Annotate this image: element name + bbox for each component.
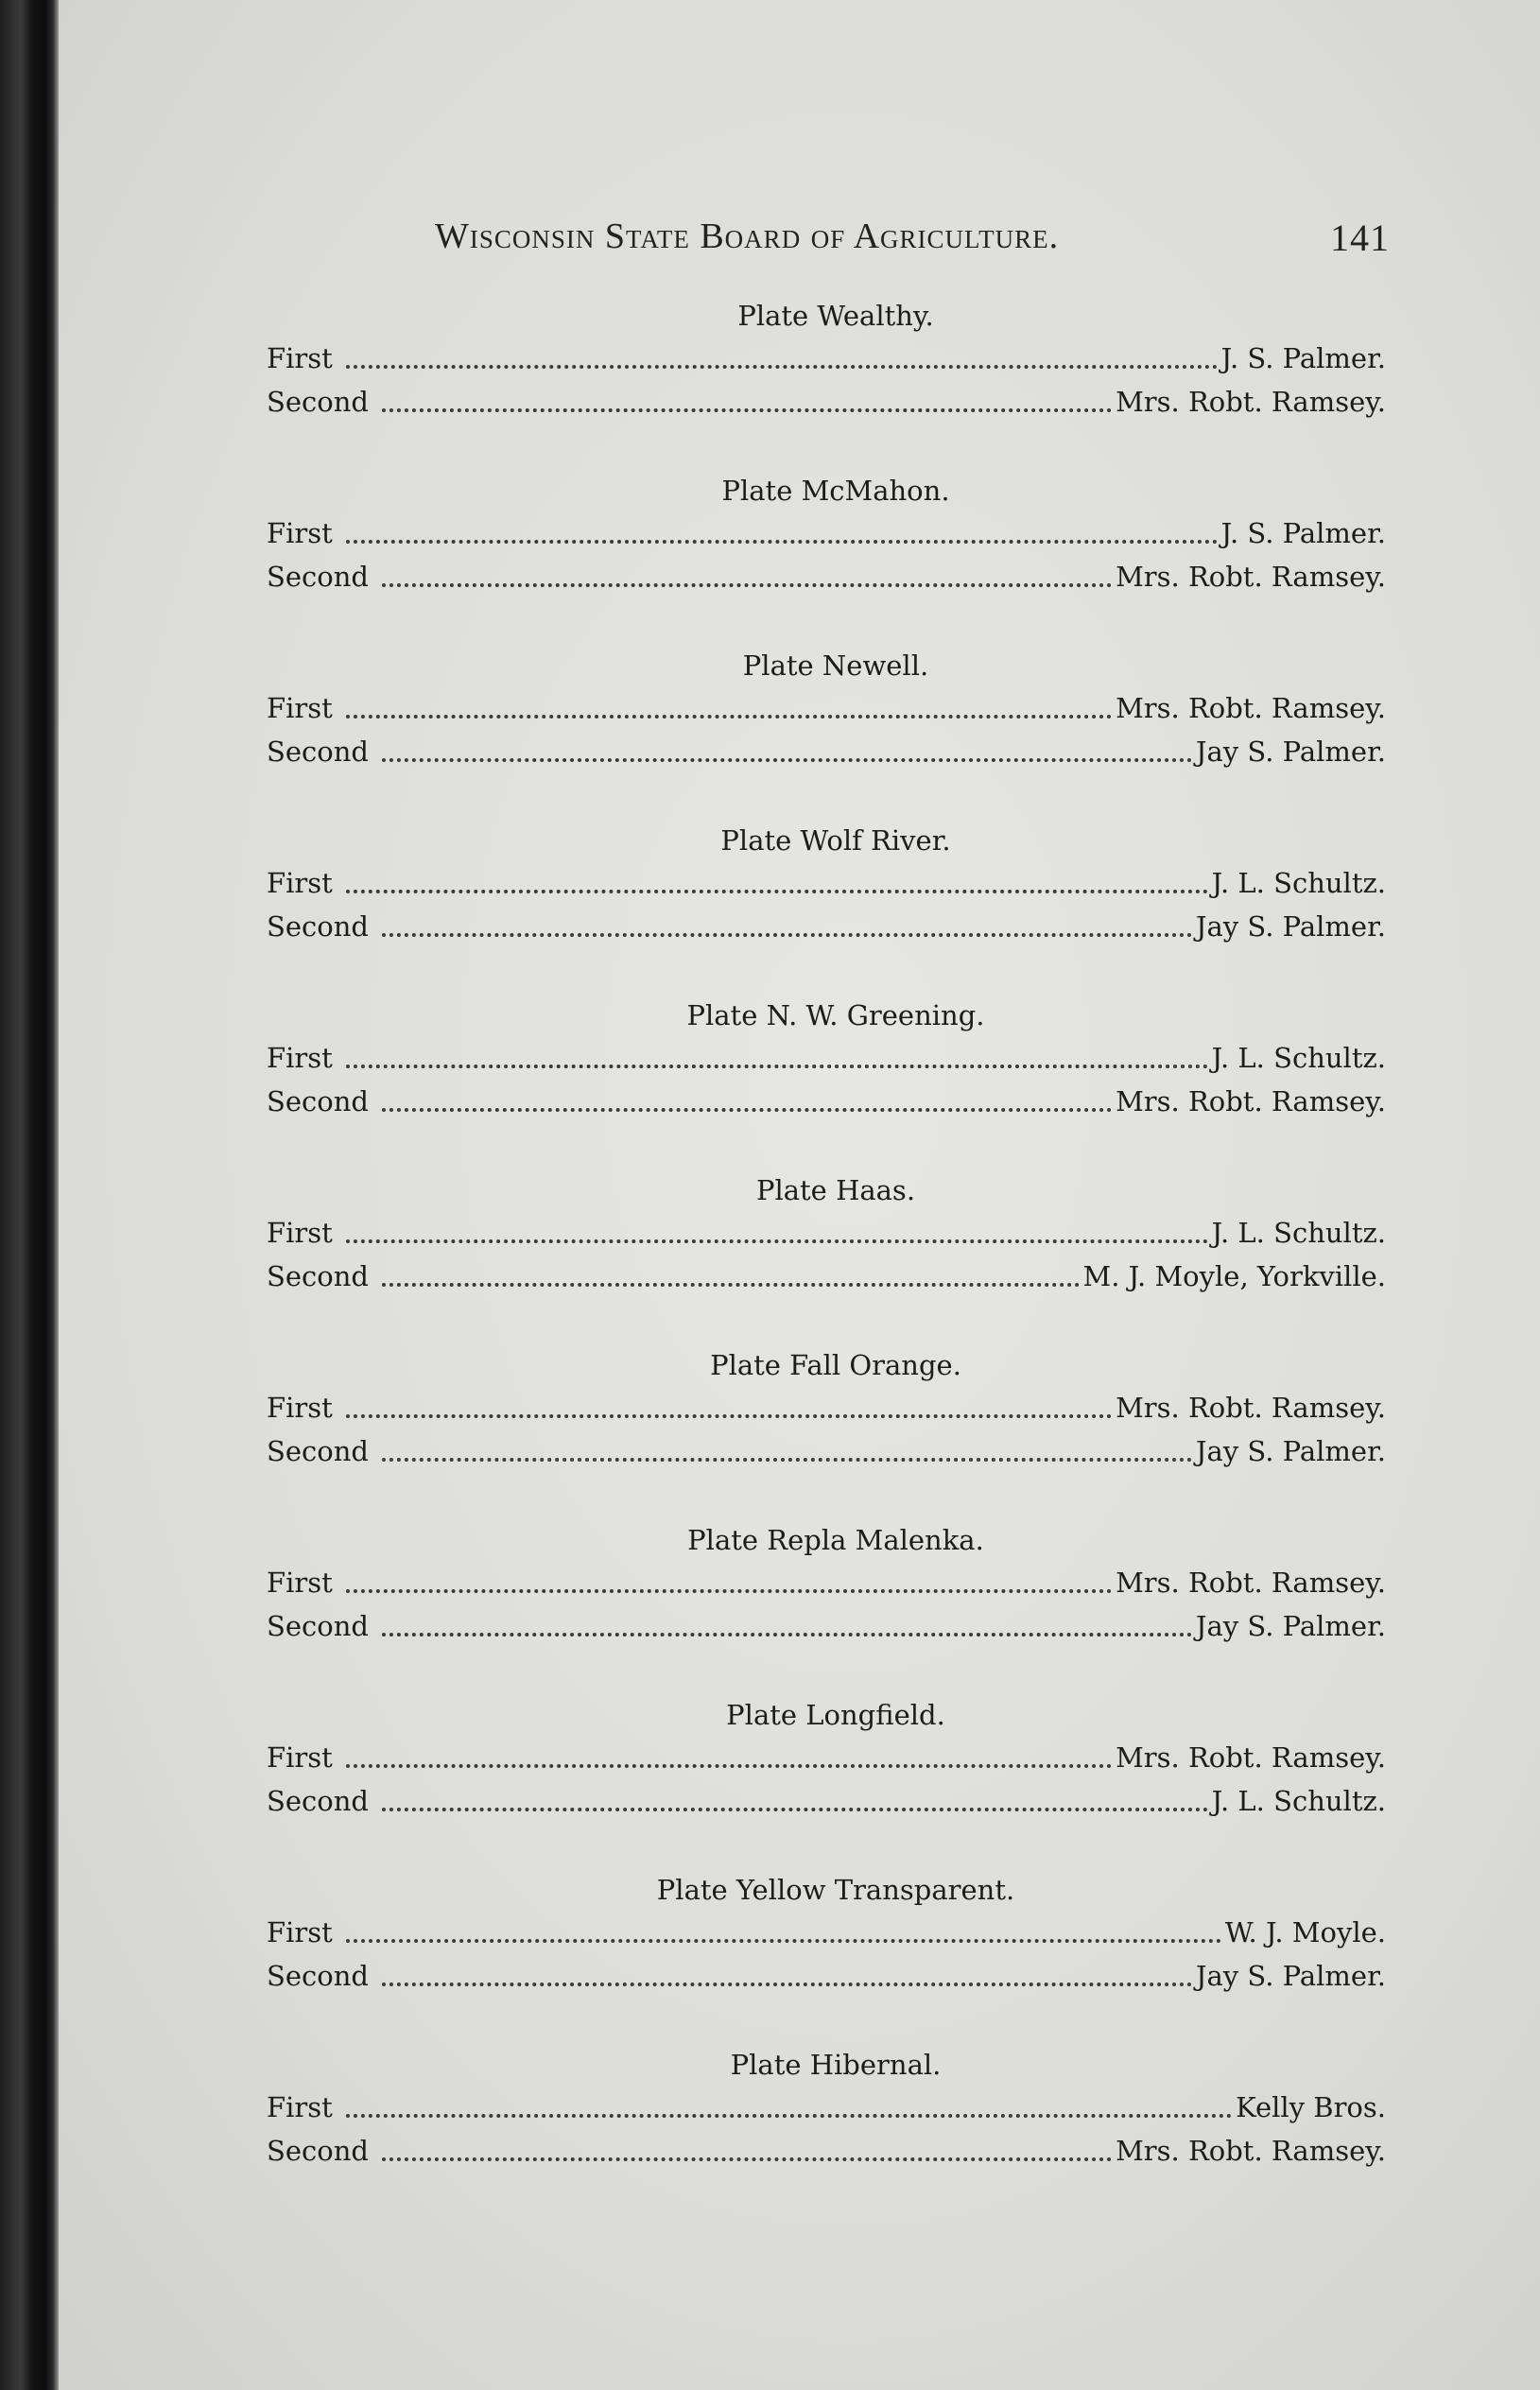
award-row-second <box>267 730 1386 773</box>
place-label: Second <box>267 736 369 768</box>
award-row-first <box>267 511 1386 555</box>
winner-name: Mrs. Robt. Ramsey. <box>1116 561 1386 593</box>
plate-title: Plate Repla Malenka. <box>687 1524 984 1556</box>
dot-leader <box>382 1108 1112 1112</box>
award-row-first <box>267 1911 1386 1954</box>
award-row-first <box>267 337 1386 380</box>
winner-name: J. S. Palmer. <box>1220 342 1386 374</box>
award-section <box>267 820 1386 995</box>
award-section <box>267 1344 1386 1519</box>
dot-leader <box>382 1808 1208 1811</box>
place-label: Second <box>267 1785 369 1817</box>
award-row-second <box>267 2129 1386 2173</box>
award-row-second <box>267 555 1386 598</box>
place-label: Second <box>267 386 369 418</box>
plate-title: Plate Newell. <box>742 649 929 682</box>
place-label: First <box>267 1741 333 1774</box>
place-label: First <box>267 1217 333 1249</box>
place-label: Second <box>267 1610 369 1642</box>
place-label: Second <box>267 910 369 943</box>
place-label: Second <box>267 1260 369 1292</box>
dot-leader <box>382 1633 1192 1637</box>
winner-name: J. L. Schultz. <box>1211 867 1386 899</box>
award-section <box>267 995 1386 1169</box>
place-label: First <box>267 692 333 724</box>
dot-leader <box>382 408 1112 412</box>
dot-leader <box>346 540 1218 544</box>
award-row-second <box>267 380 1386 424</box>
award-section <box>267 1869 1386 2044</box>
place-label: First <box>267 1392 333 1424</box>
winner-name: Mrs. Robt. Ramsey. <box>1116 2135 1386 2167</box>
award-row-first <box>267 686 1386 730</box>
plate-title: Plate Fall Orange. <box>710 1349 961 1381</box>
award-row-second <box>267 905 1386 948</box>
dot-leader <box>382 583 1112 587</box>
running-title: Wisconsin State Board of Agriculture. <box>435 216 1060 256</box>
winner-name: Mrs. Robt. Ramsey. <box>1116 386 1386 418</box>
dot-leader <box>382 1458 1192 1462</box>
award-section <box>267 295 1386 470</box>
winner-name: J. L. Schultz. <box>1211 1042 1386 1074</box>
place-label: First <box>267 1567 333 1599</box>
winner-name: M. J. Moyle, Yorkville. <box>1082 1260 1386 1292</box>
winner-name: Mrs. Robt. Ramsey. <box>1116 692 1386 724</box>
dot-leader <box>346 1065 1208 1068</box>
award-row-first <box>267 861 1386 905</box>
winner-name: Mrs. Robt. Ramsey. <box>1116 1392 1386 1424</box>
running-header <box>435 216 1390 263</box>
winner-name: Mrs. Robt. Ramsey. <box>1116 1741 1386 1774</box>
plate-title: Plate Hibernal. <box>730 2049 942 2081</box>
place-label: Second <box>267 1435 369 1467</box>
award-row-second <box>267 1429 1386 1473</box>
place-label: First <box>267 1916 333 1948</box>
award-section <box>267 1169 1386 1344</box>
dot-leader <box>346 1239 1208 1243</box>
place-label: Second <box>267 1960 369 1992</box>
dot-leader <box>346 1414 1112 1418</box>
plate-title: Plate Wealthy. <box>737 300 934 332</box>
dot-leader <box>346 715 1112 719</box>
dot-leader <box>346 365 1218 369</box>
award-row-second <box>267 1255 1386 1298</box>
dot-leader <box>382 1283 1080 1287</box>
winner-name: Mrs. Robt. Ramsey. <box>1116 1567 1386 1599</box>
dot-leader <box>346 890 1208 893</box>
dot-leader <box>382 1983 1192 1986</box>
winner-name: Jay S. Palmer. <box>1195 1960 1386 1992</box>
place-label: First <box>267 867 333 899</box>
dot-leader <box>382 933 1192 937</box>
awards-list <box>267 295 1386 2219</box>
plate-title: Plate N. W. Greening. <box>686 999 985 1031</box>
award-section <box>267 470 1386 645</box>
award-section <box>267 1519 1386 1694</box>
plate-title: Plate Longfield. <box>726 1699 945 1731</box>
place-label: Second <box>267 2135 369 2167</box>
award-row-first <box>267 1211 1386 1255</box>
place-label: First <box>267 2091 333 2123</box>
award-row-first <box>267 1561 1386 1604</box>
award-row-first <box>267 2086 1386 2129</box>
winner-name: Jay S. Palmer. <box>1195 910 1386 943</box>
place-label: First <box>267 517 333 549</box>
plate-title: Plate Wolf River. <box>720 824 951 857</box>
place-label: Second <box>267 1085 369 1117</box>
plate-title: Plate Yellow Transparent. <box>656 1874 1015 1906</box>
winner-name: Jay S. Palmer. <box>1195 1610 1386 1642</box>
dot-leader <box>382 758 1192 762</box>
award-row-second <box>267 1604 1386 1648</box>
place-label: First <box>267 342 333 374</box>
winner-name: J. S. Palmer. <box>1220 517 1386 549</box>
winner-name: Mrs. Robt. Ramsey. <box>1116 1085 1386 1117</box>
winner-name: W. J. Moyle. <box>1224 1916 1386 1948</box>
plate-title: Plate McMahon. <box>721 475 950 507</box>
place-label: Second <box>267 561 369 593</box>
award-row-second <box>267 1954 1386 1998</box>
book-binding-edge <box>0 0 59 2390</box>
award-row-first <box>267 1036 1386 1080</box>
winner-name: Jay S. Palmer. <box>1195 736 1386 768</box>
award-section <box>267 645 1386 820</box>
dot-leader <box>346 1764 1112 1768</box>
page-number: 141 <box>1330 216 1390 259</box>
award-section <box>267 1694 1386 1869</box>
winner-name: J. L. Schultz. <box>1211 1785 1386 1817</box>
dot-leader <box>346 1589 1112 1593</box>
dot-leader <box>382 2157 1112 2161</box>
award-section <box>267 2044 1386 2219</box>
award-row-second <box>267 1779 1386 1823</box>
dot-leader <box>346 2114 1232 2118</box>
winner-name: Jay S. Palmer. <box>1195 1435 1386 1467</box>
award-row-first <box>267 1386 1386 1429</box>
place-label: First <box>267 1042 333 1074</box>
award-row-first <box>267 1736 1386 1779</box>
plate-title: Plate Haas. <box>755 1174 916 1206</box>
award-row-second <box>267 1080 1386 1123</box>
winner-name: J. L. Schultz. <box>1211 1217 1386 1249</box>
dot-leader <box>346 1939 1221 1943</box>
winner-name: Kelly Bros. <box>1236 2091 1386 2123</box>
